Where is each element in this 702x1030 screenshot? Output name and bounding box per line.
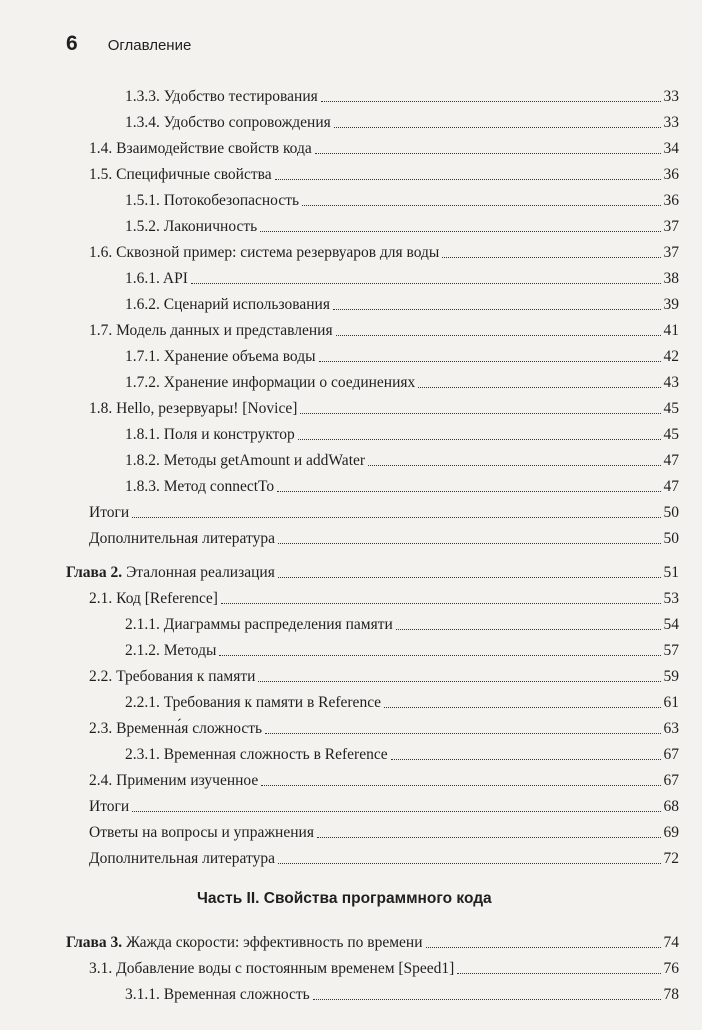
toc-entry-page: 69 xyxy=(663,824,679,841)
toc-entry-page: 39 xyxy=(663,296,679,313)
toc-entry-label xyxy=(89,322,333,340)
toc-entry-label xyxy=(125,694,381,712)
toc-entry-label xyxy=(125,218,257,236)
toc-entry-label xyxy=(89,166,272,184)
dot-leader xyxy=(313,998,661,1000)
toc-entry-title: Удобство сопровождения xyxy=(163,114,331,131)
toc-entry-label xyxy=(89,530,275,548)
dot-leader xyxy=(300,412,660,414)
toc-entry xyxy=(89,590,679,608)
toc-entry-number: 1.8. xyxy=(89,400,113,417)
toc-entry-number: 2.2. xyxy=(89,668,113,685)
toc-entry xyxy=(125,478,679,496)
toc-entry-page: 53 xyxy=(663,590,679,607)
toc-entry-title: Hello, резервуары! [Novice] xyxy=(116,400,298,417)
toc-entry-label xyxy=(89,720,262,738)
toc-entry-number: 3.1.1. xyxy=(125,986,160,1003)
toc-entry-title: Лаконичность xyxy=(163,218,258,235)
toc-entry-page: 36 xyxy=(663,192,679,209)
toc-entry-page: 57 xyxy=(663,642,679,659)
toc-entry-page: 76 xyxy=(663,960,679,977)
toc-entry-number: 3.1. xyxy=(89,960,113,977)
toc-entry-label xyxy=(89,400,297,418)
toc-entry xyxy=(125,270,679,288)
toc-entry-page: 33 xyxy=(663,114,679,131)
toc-entry xyxy=(125,426,679,444)
toc-entry-number: 2.4. xyxy=(89,772,113,789)
toc-entry-page: 50 xyxy=(663,530,679,547)
toc-entry-page: 72 xyxy=(663,850,679,867)
toc-entry xyxy=(66,934,679,952)
toc-entry xyxy=(89,960,679,978)
toc-entry-label xyxy=(125,88,318,106)
dot-leader xyxy=(457,972,660,974)
toc-entry xyxy=(125,218,679,236)
toc-entry-title: Дополнительная литература xyxy=(89,530,275,547)
dot-leader xyxy=(278,576,661,578)
toc-entry-label xyxy=(125,478,274,496)
toc-entry xyxy=(125,694,679,712)
toc-entry xyxy=(125,114,679,132)
toc-entry-label xyxy=(125,374,415,392)
toc-entry-title: Поля и конструктор xyxy=(163,426,295,443)
toc-entry xyxy=(89,244,679,262)
toc-entry xyxy=(89,140,679,158)
toc-entry-page: 67 xyxy=(663,772,679,789)
toc-entry-title: Удобство тестирования xyxy=(163,88,318,105)
toc-entry-number: 1.7.2. xyxy=(125,374,160,391)
toc-entry-label xyxy=(89,772,258,790)
toc-entry-page: 45 xyxy=(663,426,679,443)
toc-entry xyxy=(89,772,679,790)
toc-entry-label xyxy=(125,746,388,764)
toc-entry-title: Требования к памяти xyxy=(116,668,256,685)
toc-entry-title: Модель данных и представления xyxy=(116,322,333,339)
toc-entry-number: 1.3.3. xyxy=(125,88,160,105)
toc-entry-title: Сценарий использования xyxy=(163,296,330,313)
toc-entry-title: API xyxy=(162,270,188,287)
toc-entry xyxy=(89,504,679,522)
toc-entry-number: 1.4. xyxy=(89,140,113,157)
toc-entry-number: 1.8.2. xyxy=(125,452,160,469)
toc-entry-title: Временная сложность в Reference xyxy=(163,746,388,763)
toc-entry-title: Применим изученное xyxy=(116,772,259,789)
toc-entry-number: 1.6. xyxy=(89,244,113,261)
dot-leader xyxy=(336,334,661,336)
toc-entry-title: Итоги xyxy=(89,798,130,815)
toc-entry-number: 2.3.1. xyxy=(125,746,160,763)
toc-entry-label xyxy=(125,114,331,132)
page-header xyxy=(66,32,191,56)
toc-entry-number: 1.6.2. xyxy=(125,296,160,313)
toc-entry-page: 54 xyxy=(663,616,679,633)
toc-entry-title: Хранение объема воды xyxy=(163,348,316,365)
toc-entry-number: 1.5. xyxy=(89,166,113,183)
toc-entry xyxy=(125,986,679,1004)
dot-leader xyxy=(275,178,661,180)
toc-entry-label xyxy=(89,960,454,978)
toc-entry-label xyxy=(89,504,129,522)
dot-leader xyxy=(132,810,660,812)
toc-entry xyxy=(89,824,679,842)
toc-entry-number: 2.1.1. xyxy=(125,616,160,633)
toc-entry-number: 1.3.4. xyxy=(125,114,160,131)
toc-entry-title: Дополнительная литература xyxy=(89,850,275,867)
dot-leader xyxy=(334,126,661,128)
dot-leader xyxy=(191,282,661,284)
toc-entry-page: 74 xyxy=(663,934,679,951)
toc-entry-number: 1.8.3. xyxy=(125,478,160,495)
toc-entry-number: 1.5.1. xyxy=(125,192,160,209)
toc-entry xyxy=(89,530,679,548)
toc-entry-label xyxy=(125,426,295,444)
toc-entry-page: 59 xyxy=(663,668,679,685)
toc-entry-page: 67 xyxy=(663,746,679,763)
toc-entry-page: 78 xyxy=(663,986,679,1003)
toc-entry-label xyxy=(89,244,439,262)
dot-leader xyxy=(418,386,660,388)
toc-entry-page: 37 xyxy=(663,244,679,261)
toc-entry-number: 1.6.1. xyxy=(125,270,160,287)
dot-leader xyxy=(278,542,661,544)
toc-entry-number: 2.2.1. xyxy=(125,694,160,711)
toc-entry-page: 51 xyxy=(663,564,679,581)
toc-entry-number: 1.7. xyxy=(89,322,113,339)
toc-entry xyxy=(89,720,679,738)
dot-leader xyxy=(321,100,661,102)
toc-entry-title: Временна́я сложность xyxy=(116,720,263,737)
toc-entry-title: Требования к памяти в Reference xyxy=(163,694,381,711)
dot-leader xyxy=(317,836,661,838)
dot-leader xyxy=(391,758,661,760)
toc-entry-page: 68 xyxy=(663,798,679,815)
dot-leader xyxy=(260,230,660,232)
dot-leader xyxy=(333,308,661,310)
toc-entry xyxy=(89,400,679,418)
toc-entry xyxy=(125,192,679,210)
dot-leader xyxy=(277,490,660,492)
toc-entry xyxy=(125,642,679,660)
toc-entry-title: Диаграммы распределения памяти xyxy=(163,616,393,633)
toc-entry-title: Специфичные свойства xyxy=(116,166,272,183)
toc-entry-page: 36 xyxy=(663,166,679,183)
dot-leader xyxy=(298,438,661,440)
toc-entry-page: 42 xyxy=(663,348,679,365)
toc-entry xyxy=(125,452,679,470)
dot-leader xyxy=(368,464,660,466)
dot-leader xyxy=(221,602,661,604)
toc-entry-page: 45 xyxy=(663,400,679,417)
toc-entry xyxy=(66,564,679,582)
toc-entry-title: Жажда скорости: эффективность по времени xyxy=(126,934,423,951)
dot-leader xyxy=(265,732,660,734)
toc-entry-title: Эталонная реализация xyxy=(126,564,275,581)
toc-entry-label xyxy=(125,616,393,634)
toc-entry-title: Методы xyxy=(163,642,217,659)
toc-entry-label xyxy=(125,270,188,288)
toc-entry xyxy=(89,798,679,816)
toc-entry xyxy=(125,348,679,366)
toc-entry-label xyxy=(125,452,365,470)
running-title: Оглавление xyxy=(107,37,192,54)
toc-entry-page: 63 xyxy=(663,720,679,737)
toc-entry-title: Взаимодействие свойств кода xyxy=(116,140,312,157)
toc-entry-title: Код [Reference] xyxy=(116,590,218,607)
dot-leader xyxy=(426,946,661,948)
toc-entry-title: Потокобезопасность xyxy=(163,192,300,209)
toc-entry-label xyxy=(66,564,275,582)
toc-entry xyxy=(89,166,679,184)
page-number: 6 xyxy=(66,32,78,55)
dot-leader xyxy=(315,152,661,154)
toc-entry-label xyxy=(89,668,255,686)
toc-entry-title: Хранение информации о соединениях xyxy=(163,374,416,391)
toc-entry-page: 41 xyxy=(663,322,679,339)
toc-entry-number: 1.7.1. xyxy=(125,348,160,365)
toc-entry-number: Глава 3. xyxy=(66,934,123,951)
toc-entry-label xyxy=(125,986,310,1004)
dot-leader xyxy=(261,784,660,786)
toc-entry-number: 2.3. xyxy=(89,720,113,737)
toc-entry-page: 37 xyxy=(663,218,679,235)
toc-entry xyxy=(125,296,679,314)
toc-entry-label xyxy=(89,824,314,842)
toc-entry-page: 61 xyxy=(663,694,679,711)
part-heading: Часть II. Свойства программного кода xyxy=(197,890,492,907)
toc-entry-page: 47 xyxy=(663,452,679,469)
toc-entry xyxy=(89,668,679,686)
toc-entry-page: 34 xyxy=(663,140,679,157)
toc-entry-number: 2.1.2. xyxy=(125,642,160,659)
dot-leader xyxy=(319,360,661,362)
dot-leader xyxy=(302,204,660,206)
toc-entry-title: Временная сложность xyxy=(163,986,310,1003)
dot-leader xyxy=(396,628,661,630)
toc-entry-label xyxy=(89,590,218,608)
toc-entry xyxy=(125,746,679,764)
toc-entry-label xyxy=(125,348,316,366)
dot-leader xyxy=(258,680,660,682)
toc-entry-label xyxy=(89,850,275,868)
toc-entry-label xyxy=(125,296,330,314)
toc-entry xyxy=(125,616,679,634)
dot-leader xyxy=(442,256,660,258)
toc-entry-title: Ответы на вопросы и упражнения xyxy=(89,824,314,841)
toc-entry-label xyxy=(125,642,216,660)
toc-entry xyxy=(89,322,679,340)
toc-entry-label xyxy=(89,798,129,816)
toc-entry-number: Глава 2. xyxy=(66,564,123,581)
dot-leader xyxy=(278,862,661,864)
toc-entry-page: 33 xyxy=(663,88,679,105)
toc-entry-number: 2.1. xyxy=(89,590,113,607)
toc-entry-title: Сквозной пример: система резервуаров для воды xyxy=(116,244,440,261)
toc-entry-label xyxy=(66,934,423,952)
toc-entry-title: Добавление воды с постоянным временем [Speed1] xyxy=(116,960,455,977)
dot-leader xyxy=(384,706,661,708)
toc-entry-page: 38 xyxy=(663,270,679,287)
toc-entry xyxy=(89,850,679,868)
toc-entry-title: Итоги xyxy=(89,504,130,521)
dot-leader xyxy=(132,516,660,518)
toc-entry-number: 1.8.1. xyxy=(125,426,160,443)
toc-entry-title: Метод connectTo xyxy=(163,478,275,495)
toc-entry xyxy=(125,374,679,392)
toc-entry xyxy=(125,88,679,106)
toc-entry-page: 43 xyxy=(663,374,679,391)
toc-entry-label xyxy=(125,192,299,210)
dot-leader xyxy=(219,654,660,656)
toc-entry-label xyxy=(89,140,312,158)
toc-entry-page: 50 xyxy=(663,504,679,521)
toc-entry-page: 47 xyxy=(663,478,679,495)
toc-entry-number: 1.5.2. xyxy=(125,218,160,235)
toc-entry-title: Методы getAmount и addWater xyxy=(163,452,366,469)
